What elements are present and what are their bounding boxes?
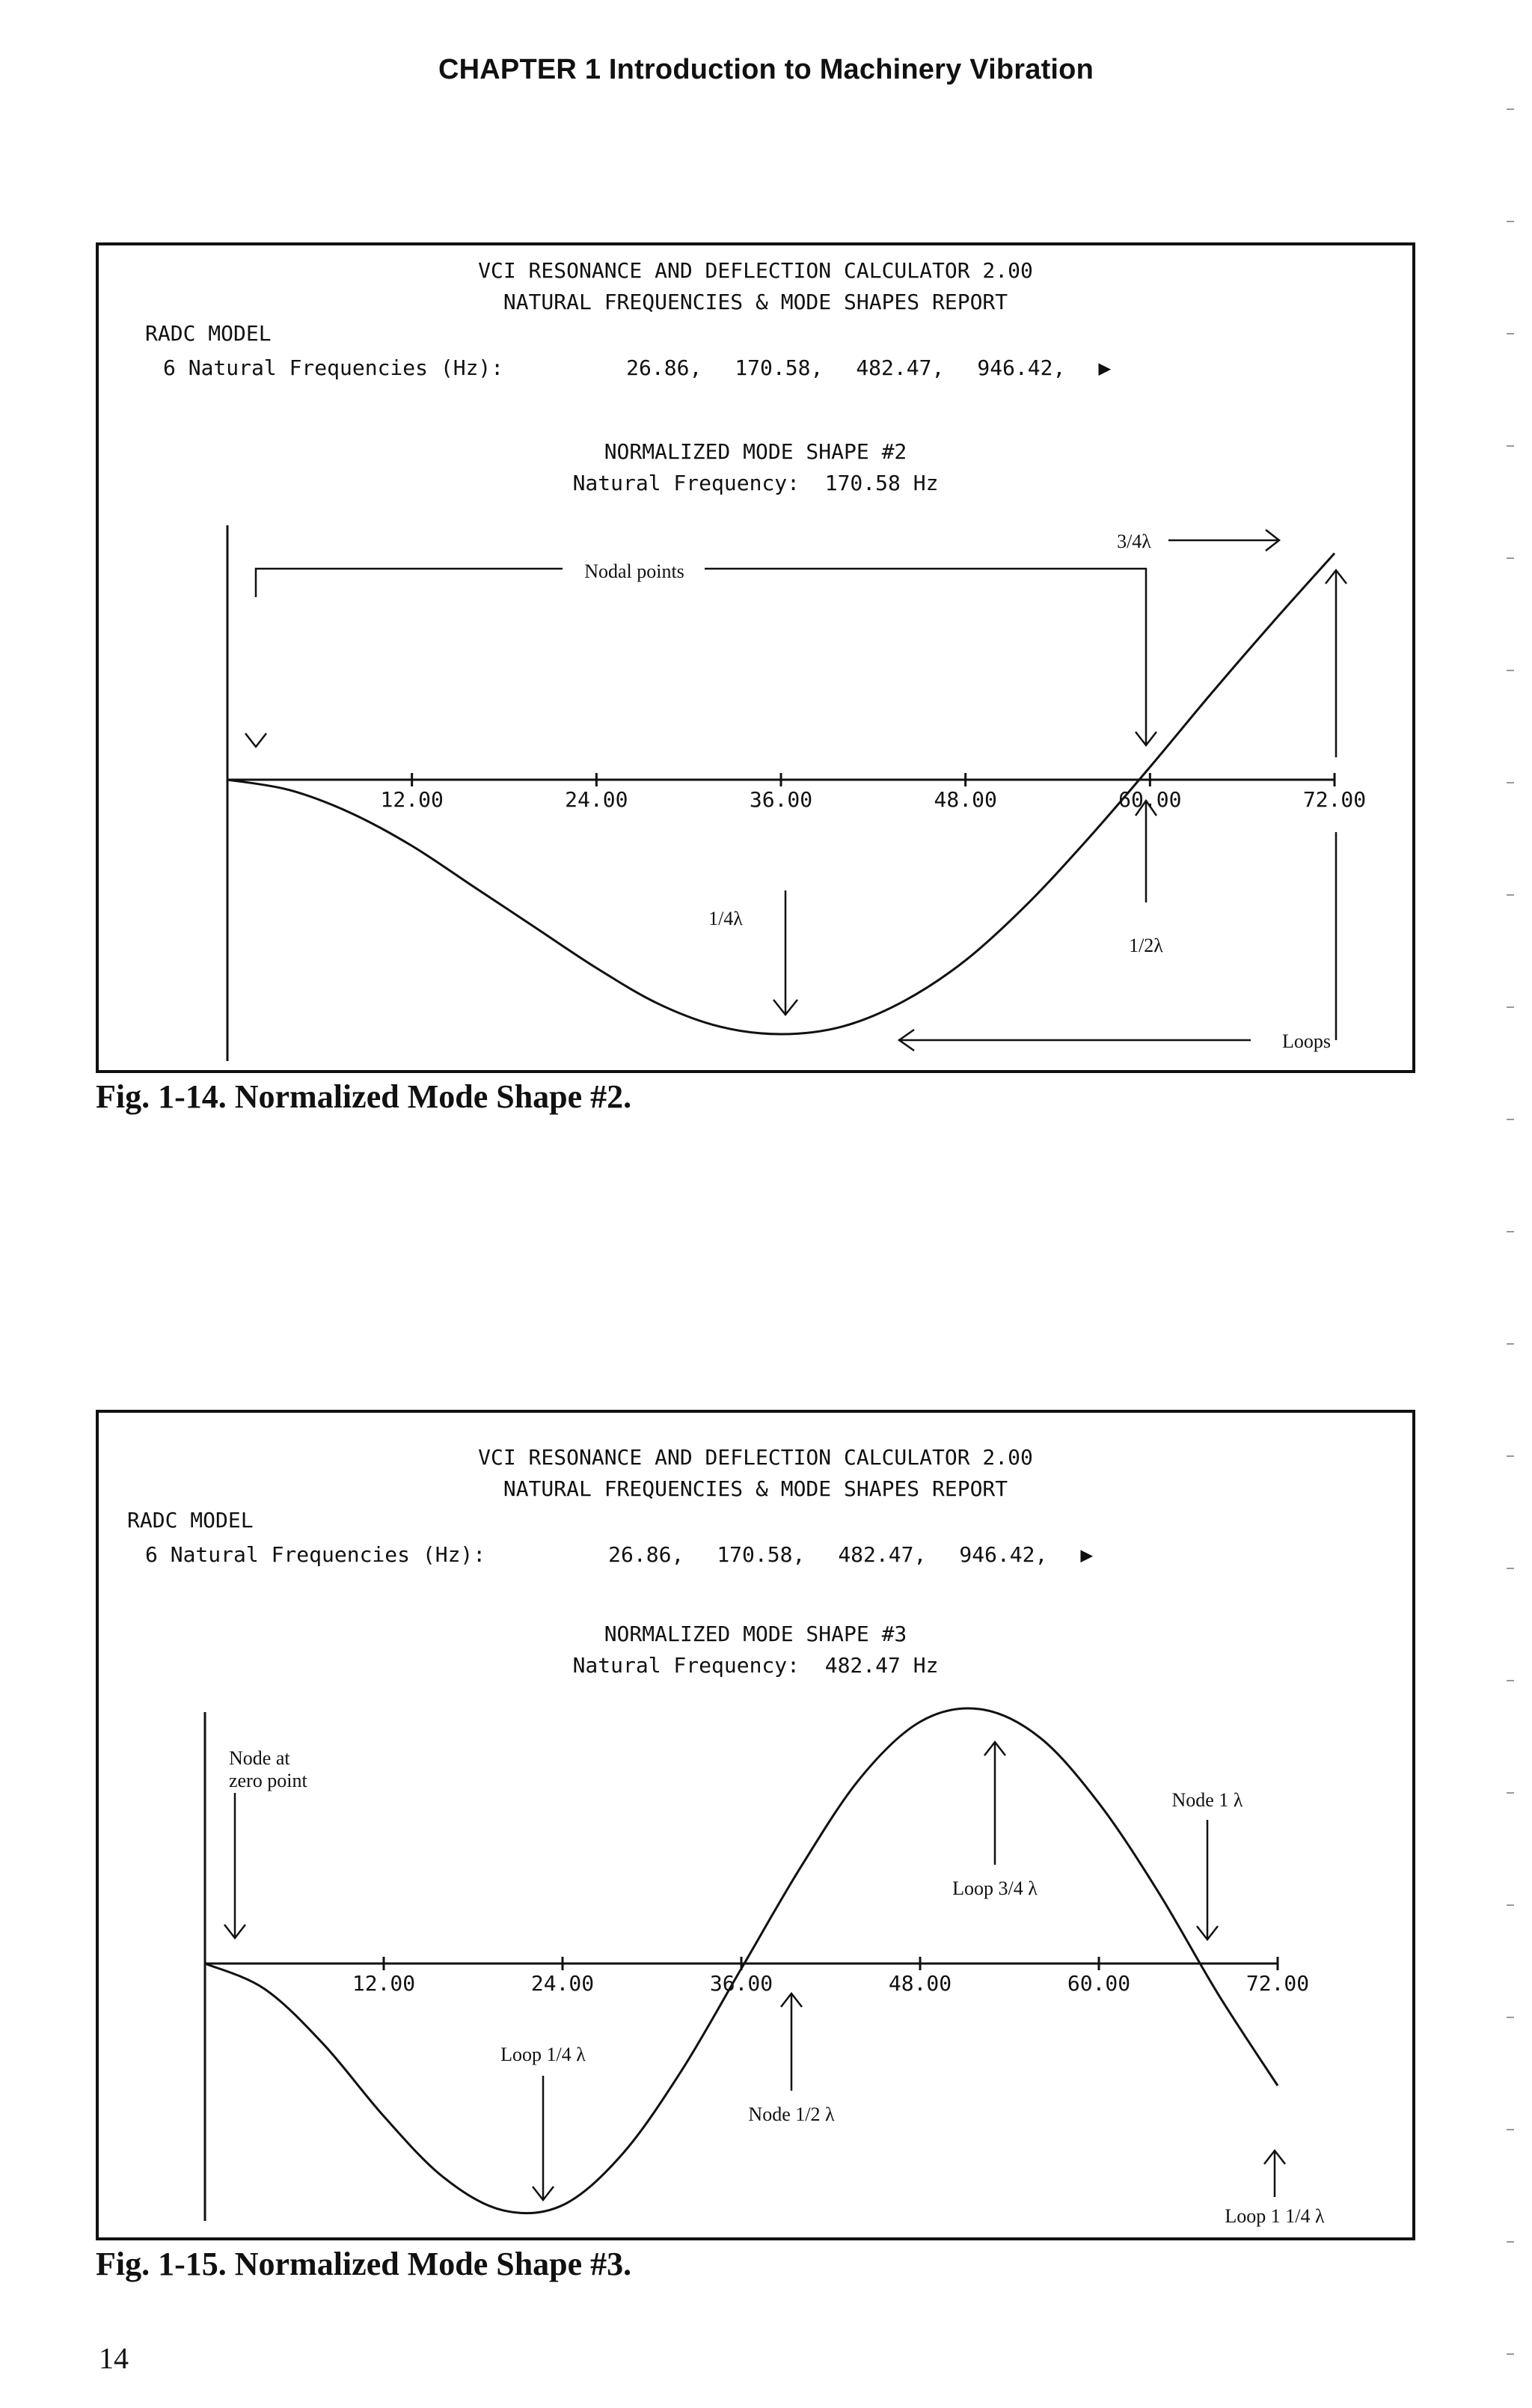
report-title: VCI RESONANCE AND DEFLECTION CALCULATOR 2.00 <box>478 258 1033 283</box>
figure-mode-shape-3 <box>96 1410 1415 2240</box>
mode-title: NORMALIZED MODE SHAPE #2 <box>604 439 907 464</box>
report-subtitle: NATURAL FREQUENCIES & MODE SHAPES REPORT <box>503 1476 1008 1501</box>
model-name: RADC MODEL <box>127 1508 254 1532</box>
report-subtitle: NATURAL FREQUENCIES & MODE SHAPES REPORT <box>503 290 1008 314</box>
figure-mode-shape-2 <box>96 242 1415 1073</box>
frequency-label: 6 Natural Frequencies (Hz): <box>145 1542 486 1567</box>
more-arrow-icon: ▶ <box>1080 1542 1094 1567</box>
figure-caption: Fig. 1-14. Normalized Mode Shape #2. <box>96 1078 632 1115</box>
x-tick-label: 72.00 <box>1245 1971 1310 1996</box>
frequency-value: 26.86, <box>608 1542 684 1567</box>
label-three-quarter-lambda: 3/4λ <box>1117 531 1151 552</box>
x-tick-label: 12.00 <box>352 1971 416 1996</box>
label-node-zero: zero point <box>229 1770 307 1791</box>
label-node-zero: Node at <box>229 1747 290 1769</box>
frequency-value: 170.58, <box>735 355 824 380</box>
frequency-value: 482.47, <box>856 355 945 380</box>
label-quarter-lambda: 1/4λ <box>708 908 743 929</box>
frequency-value: 946.42, <box>959 1542 1048 1567</box>
label-node-half: Node 1/2 λ <box>748 2103 835 2125</box>
label-nodal-points: Nodal points <box>584 560 684 582</box>
mode-shape-chart <box>99 1413 1412 2237</box>
x-tick-label: 36.00 <box>749 787 813 812</box>
more-arrow-icon: ▶ <box>1098 355 1112 380</box>
x-tick-label: 24.00 <box>565 787 628 812</box>
x-tick-label: 48.00 <box>888 1971 952 1996</box>
label-node-one: Node 1 λ <box>1171 1789 1243 1811</box>
x-tick-label: 36.00 <box>709 1971 773 1996</box>
frequency-value: 170.58, <box>717 1542 806 1567</box>
mode-frequency: Natural Frequency: 170.58 Hz <box>572 471 939 495</box>
x-tick-label: 72.00 <box>1302 787 1367 812</box>
report-title: VCI RESONANCE AND DEFLECTION CALCULATOR 2.00 <box>478 1445 1033 1470</box>
model-name: RADC MODEL <box>145 321 272 346</box>
figure-caption: Fig. 1-15. Normalized Mode Shape #3. <box>96 2246 632 2282</box>
page-number: 14 <box>99 2341 129 2375</box>
margin-tick-marks <box>1504 97 1519 2380</box>
frequency-value: 482.47, <box>838 1542 927 1567</box>
x-tick-label: 60.00 <box>1067 1971 1131 1996</box>
x-tick-label: 48.00 <box>934 787 997 812</box>
label-half-lambda: 1/2λ <box>1129 935 1163 956</box>
frequency-value: 26.86, <box>626 355 702 380</box>
chapter-header: CHAPTER 1 Introduction to Machinery Vibration <box>438 54 1094 85</box>
x-tick-label: 24.00 <box>530 1971 595 1996</box>
mode-frequency: Natural Frequency: 482.47 Hz <box>572 1653 939 1678</box>
mode-title: NORMALIZED MODE SHAPE #3 <box>604 1622 907 1646</box>
x-tick-label: 60.00 <box>1118 787 1182 812</box>
label-loop-one-quarter: Loop 1 1/4 λ <box>1225 2205 1325 2227</box>
mode-shape-chart <box>99 245 1412 1070</box>
frequency-label: 6 Natural Frequencies (Hz): <box>163 355 504 380</box>
label-loop-three-quarter: Loop 3/4 λ <box>952 1877 1038 1899</box>
label-loop-quarter: Loop 1/4 λ <box>500 2044 586 2065</box>
frequency-value: 946.42, <box>977 355 1066 380</box>
label-loops: Loops <box>1282 1030 1331 1052</box>
x-tick-label: 12.00 <box>380 787 444 812</box>
